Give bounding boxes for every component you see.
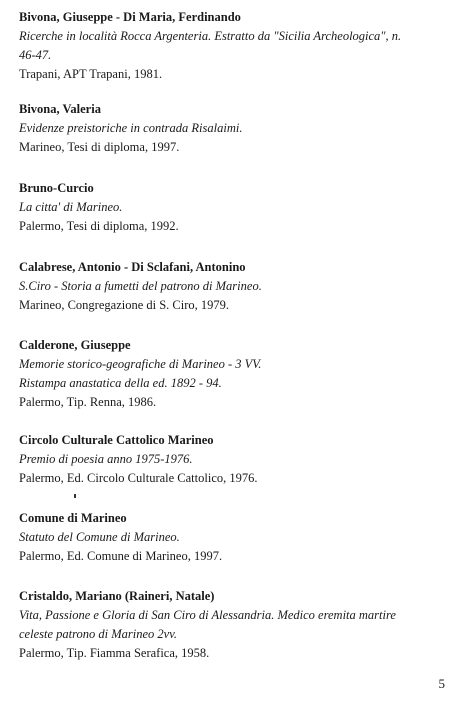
bibliography-entry — [19, 431, 258, 488]
entry-title: 46-47. — [19, 48, 52, 62]
entry-author: Bivona, Giuseppe - Di Maria, Ferdinando — [19, 10, 241, 24]
entry-publication: Marineo, Congregazione di S. Ciro, 1979. — [19, 298, 230, 312]
entry-author: Bruno-Curcio — [19, 181, 94, 195]
entry-author: Comune di Marineo — [19, 511, 127, 525]
entry-title: Evidenze preistoriche in contrada Risalaimi. — [19, 121, 243, 135]
entry-publication: Palermo, Ed. Circolo Culturale Cattolico, 1976. — [19, 471, 258, 485]
entry-author: Bivona, Valeria — [19, 102, 101, 116]
entry-title: Vita, Passione e Gloria di San Ciro di Alessandria. Medico eremita martire — [19, 608, 396, 622]
bibliography-entry — [19, 8, 401, 84]
entry-author: Cristaldo, Mariano (Raineri, Natale) — [19, 589, 215, 603]
entry-publication: Trapani, APT Trapani, 1981. — [19, 67, 163, 81]
page-number: 5 — [438, 676, 445, 691]
scan-speck — [74, 494, 76, 498]
entry-author: Calabrese, Antonio - Di Sclafani, Antonino — [19, 260, 246, 274]
entry-title: Statuto del Comune di Marineo. — [19, 530, 180, 544]
entry-title: Memorie storico-geografiche di Marineo - 3 VV. — [19, 357, 262, 371]
entry-title: Premio di poesia anno 1975-1976. — [19, 452, 193, 466]
entry-author: Circolo Culturale Cattolico Marineo — [19, 433, 214, 447]
entry-title: celeste patrono di Marineo 2vv. — [19, 627, 177, 641]
bibliography-entry — [19, 336, 261, 412]
entry-title: Ristampa anastatica della ed. 1892 - 94. — [19, 376, 222, 390]
entry-title: Ricerche in località Rocca Argenteria. Estratto da "Sicilia Archeologica", n. — [19, 29, 402, 43]
bibliography-entry — [19, 587, 396, 663]
entry-publication: Marineo, Tesi di diploma, 1997. — [19, 140, 180, 154]
bibliography-entry — [19, 258, 262, 315]
entry-publication: Palermo, Ed. Comune di Marineo, 1997. — [19, 549, 223, 563]
bibliography-entry — [19, 509, 222, 566]
entry-publication: Palermo, Tesi di diploma, 1992. — [19, 219, 179, 233]
entry-title: S.Ciro - Storia a fumetti del patrono di Marineo. — [19, 279, 262, 293]
bibliography-entry — [19, 179, 179, 236]
entry-title: La citta' di Marineo. — [19, 200, 123, 214]
entry-author: Calderone, Giuseppe — [19, 338, 131, 352]
entry-publication: Palermo, Tip. Fiamma Serafica, 1958. — [19, 646, 210, 660]
bibliography-entry — [19, 100, 242, 157]
entry-publication: Palermo, Tip. Renna, 1986. — [19, 395, 157, 409]
